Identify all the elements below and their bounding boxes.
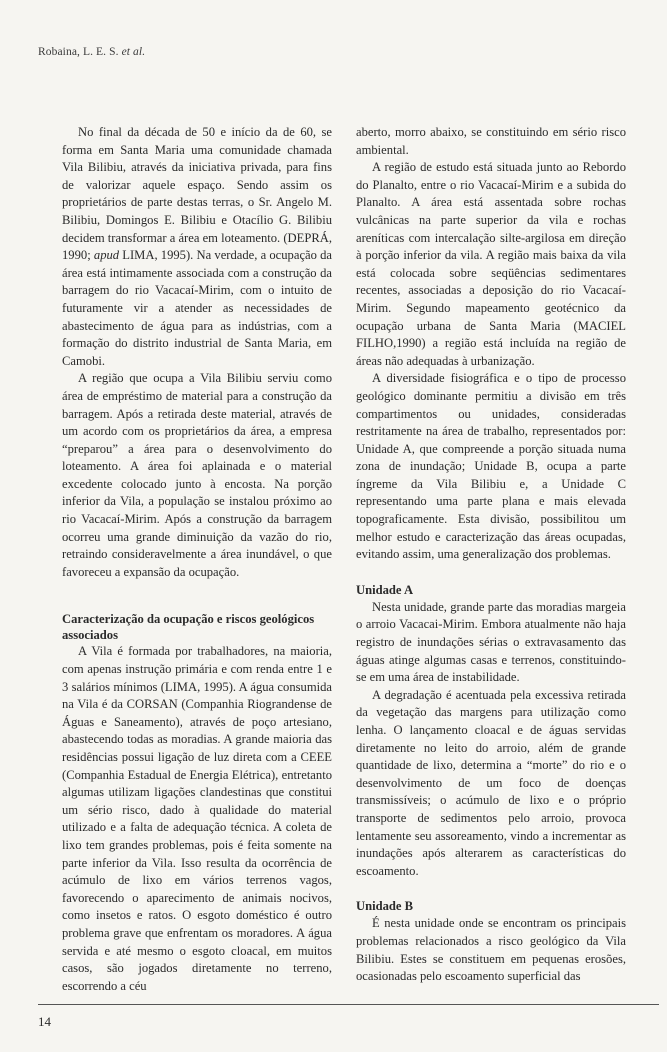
unit-a-heading: Unidade A bbox=[356, 582, 414, 597]
running-head-authors: Robaina, L. E. S. bbox=[38, 46, 122, 58]
paragraph-occupation: A Vila é formada por trabalhadores, na maioria, com apenas instrução primária e com renda entre 1 e 3 salários mínimos (LIMA, 1995). A água consumida na Vila é da CORSAN (Companhia Riograndense de Águas e Saneamento), através de poço artesiano, abastecendo todas as moradias. A grande maioria das residências possui ligação de luz direta com a CEEE (Companhia Estadual de Energia Elétrica), entretanto algumas utilizam ligações clandestinas que constitui um sério risco, dado à qualidade do material utilizado e a falta de adequação técnica. A coleta de lixo tem grandes problemas, pois é feita somente na parte inferior da Vila. Isso resulta da ocorrência de acúmulo de lixo em vários terrenos vagos, favorecendo o aparecimento de animais nocivos, como insetos e ratos. O esgoto doméstico é outro problema grave que enfrentam os moradores. A água servida e até mesmo o esgoto cloacal, em muitos casos, são jogados diretamente no terreno, escorrendo a céu bbox=[62, 644, 332, 993]
paragraph-history-part2: LIMA, 1995). Na verdade, a ocupação da área está intimamente associada com a construção da barragem do rio Vacacaí-Mirim, com o intuito de futuramente vir a atender as necessidades de abastecimento de água para as indústrias, com a formação do distrito industrial de Santa Maria, em Camobi. bbox=[62, 248, 332, 368]
apud-text: apud bbox=[93, 248, 120, 263]
paragraph-units: A diversidade fisiográfica e o tipo de processo geológico dominante permitiu a divisão em três compartimentos ou unidades, consideradas restritamente na área de trabalho, representados por: Unidade A, que compreende a porção situada numa zona de inundação; Unidade B, ocupa a parte íngreme da Vila Bilibiu e, a Unidade C representando uma parte plana e mais elevada topograficamente. Esta divisão, possibilitou um melhor estudo e caracterização das áreas ocupadas, evitando assim, uma generalização dos problemas. bbox=[356, 371, 626, 562]
left-column bbox=[62, 124, 332, 995]
paragraph-history bbox=[62, 124, 332, 370]
running-head bbox=[38, 46, 145, 58]
unit-b-heading: Unidade B bbox=[356, 899, 414, 914]
footer-rule bbox=[38, 1004, 659, 1005]
right-column bbox=[356, 124, 626, 986]
paragraph-unit-b: É nesta unidade onde se encontram os principais problemas relacionados a risco geológico da Vila Bilibiu. Estes se constituem em pequenas erosões, ocasionadas pelo escoamento superficial das bbox=[356, 916, 626, 984]
paragraph-continuation: aberto, morro abaixo, se constituindo em sério risco ambiental. bbox=[356, 125, 626, 157]
paragraph-study-region: A região de estudo está situada junto ao Rebordo do Planalto, entre o rio Vacacaí-Mirim e a subida do Planalto. A área está assentada sobre rochas vulcânicas na parte superior da vila e rochas areníticas com intercalação silte-argilosa em direção à porção inferior da vila. A região mais baixa da vila está colocada sobre seqüências sedimentares recentes, associadas a deposição do rio Vacacaí-Mirim. Segundo mapeamento geotécnico da ocupação urbana de Santa Maria (MACIEL FILHO,1990) a região está incluída na região de áreas não adequadas à urbanização. bbox=[356, 160, 626, 368]
page-number: 14 bbox=[38, 1014, 51, 1029]
paragraph-degradation: A degradação é acentuada pela excessiva retirada da vegetação das margens para utilização como lenha. O lançamento cloacal e de águas servidas diretamente no leito do arroio, além de grande quantidade de lixo, determina a “morte” do rio e o desenvolvimento de um foco de doenças transmissíveis; o acúmulo de lixo e o próprio transporte de sedimentos pelo arroio, provoca lentamente seu assoreamento, vindo a incrementar as inundações após alterarem as características do escoamento. bbox=[356, 687, 626, 878]
paragraph-history-part1: No final da década de 50 e início da de 60, se forma em Santa Maria uma comunidade chamada Vila Bilibiu, através da iniciativa privada, para fins de valorizar aquele espaço. Sendo assim os proprietários de parte destas terras, o Sr. Angelo M. Bilibiu, Domingos E. Bilibiu e Otacílio G. Bilibiu decidem transformar a área em loteamento. (DEPRÁ, 1990; bbox=[62, 125, 332, 263]
section-title: Caracterização da ocupação e riscos geológicos associados bbox=[62, 612, 315, 643]
running-head-et-al: et al. bbox=[121, 46, 146, 58]
paragraph-unit-a: Nesta unidade, grande parte das moradias margeia o arroio Vacacai-Mirim. Embora atualmente não haja registro de inundações sérias o extravasamento das águas atinge algumas casas e terrenos, constituindo-se em uma área de instabilidade. bbox=[356, 599, 626, 685]
paragraph-dam-area: A região que ocupa a Vila Bilibiu serviu como área de empréstimo de material para a construção da barragem. Após a retirada deste material, através de um acordo com os proprietários da área, a empresa “preparou” a área para o desenvolvimento do loteamento. A área foi aplainada e o material excedente colocado junto à encosta. Na porção inferior da Vila, a população se instalou próximo ao rio Vacacaí-Mirim. Após a construção da barragem ocorreu uma grande diminuição da vazão do rio, retraindo consideravelmente a área inundável, o que favoreceu a expansão da ocupação. bbox=[62, 371, 332, 579]
